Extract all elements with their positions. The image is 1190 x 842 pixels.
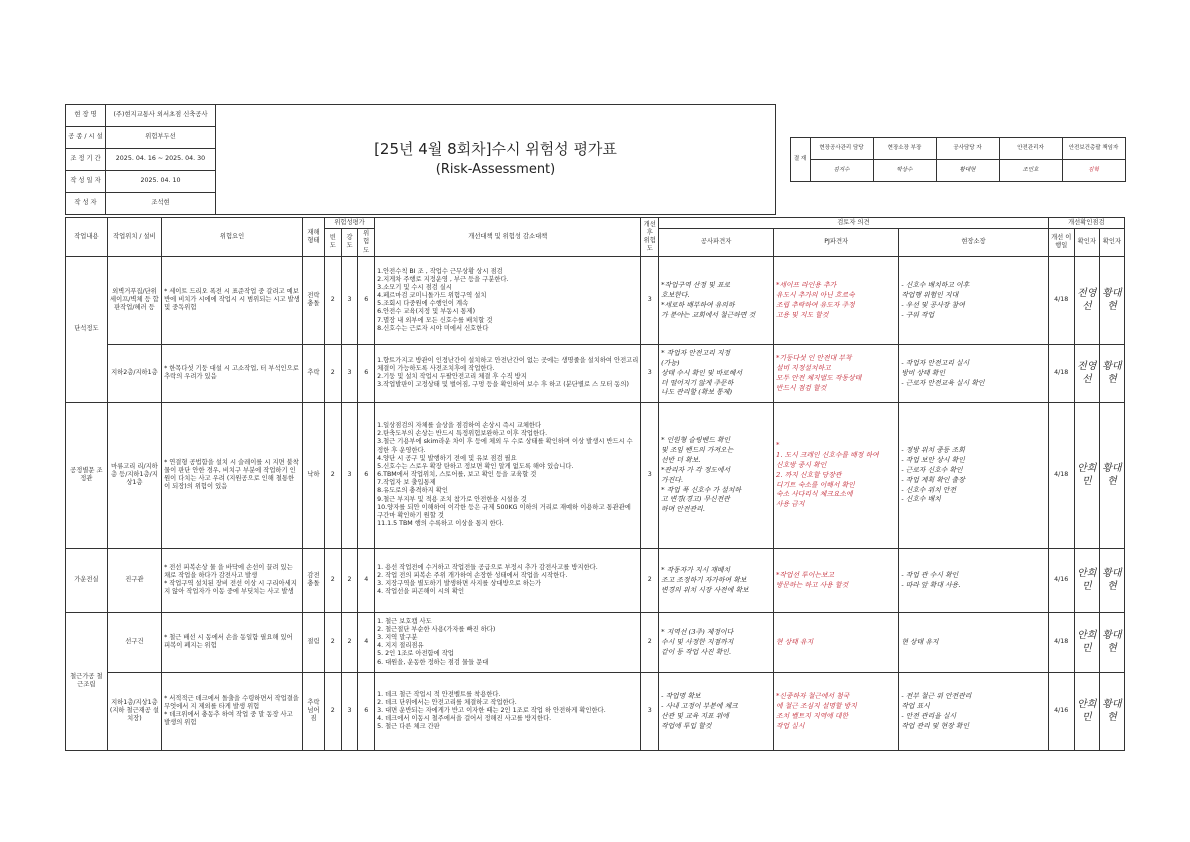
period-label: 조 정 기 간 [66, 149, 106, 171]
review-contractor-cell [774, 402, 899, 548]
review-reviewer-cell-line: *관리자 가 각 정도에서 [661, 465, 731, 474]
review-site-cell-line: 방비 상태 확인 [901, 368, 946, 377]
measures-cell [375, 344, 641, 402]
risk-cell: 6 [358, 672, 375, 750]
review-reviewer-cell-line: 가 분야는 교회에서 철근하면 것 [661, 310, 756, 319]
residual-cell: 2 [641, 612, 659, 672]
review-reviewer-cell [659, 344, 774, 402]
review-site-cell [899, 344, 1048, 402]
measures-cell-line: 7.멸장 내 외부에 모든 신호수를 배치할 것 [377, 316, 493, 324]
review-reviewer-cell-line: 나도 관리할 (확보 통제) [661, 388, 733, 397]
review-contractor-cell-line: 사용 금지 [776, 500, 805, 509]
review-reviewer-cell-line: 및 조임 밴드의 가져오는 [661, 446, 734, 455]
review-contractor-cell-line: 조치 벨트지 지역에 대한 [776, 711, 849, 720]
review-site-cell-line: - 구워 작업 [901, 310, 935, 319]
review-reviewer-cell-line: 가진다. [661, 475, 683, 484]
table-row [66, 344, 1125, 402]
severity-cell: 2 [341, 612, 358, 672]
measures-cell-line: 8.신호수는 근로자 시야 미에서 신호한다 [377, 324, 489, 332]
review-reviewer-cell [659, 256, 774, 344]
measures-cell-line: 6.안전수 교육(지정 및 부동시 통제) [377, 308, 476, 316]
signoff-role: 현장소장 부장 [873, 138, 936, 160]
review-reviewer-cell [659, 672, 774, 750]
company-label: 현 장 명 [66, 105, 106, 127]
measures-cell-line: 4. 데크에서 이동시 철주에서을 걸어서 정해진 사고를 방지한다. [377, 715, 552, 723]
review-reviewer-cell-line: 호보한다. [661, 290, 690, 299]
signature: 황대현 [936, 160, 999, 182]
review-site-cell-line: - 안전 관리을 실시 [901, 711, 957, 720]
review-reviewer-cell-line: 같이 등 작업 사진 확인. [661, 647, 732, 656]
work-type-label: 공 종 / 시 설 [66, 127, 106, 149]
confirm-date-cell: 4/18 [1048, 344, 1074, 402]
disaster-cell: 추락 넘어짐 [303, 672, 325, 750]
signoff-role: 안전관리자 [999, 138, 1062, 160]
risk-cell: 6 [358, 402, 375, 548]
col-checker: 확인자 [1099, 229, 1124, 257]
measures-cell-line: 2. 철근절단 부순한 사용(가자를 빠진 하다) [377, 625, 496, 633]
signature: 김지수 [810, 160, 873, 182]
review-contractor-cell-line: *세이프 라인용 추가 [776, 281, 837, 290]
risk-cell: 6 [358, 256, 375, 344]
measures-cell-line: 1.일상점검의 자체를 슬상을 점검하여 손상시 즉시 교체한다 [377, 422, 542, 430]
measures-cell-line: 3. 대면 운반되는 자에게가 반고 이자한 때는 2인 1조로 작업 하 안전하게 확인한다. [377, 707, 606, 715]
hazard-cell: * 연결형 공법함을 설치 시 슬레이를 시 지면 불착물이 판단 안한 경우, 비치구 부분에 작업하기 인원이 다치는 사고 우려 (지원공으로 인해 철통한이 되장)의 위험이 있음 [162, 402, 303, 548]
residual-cell: 3 [641, 344, 659, 402]
confirmer-cell: 안희민 [1074, 672, 1099, 750]
review-site-cell [899, 548, 1048, 612]
assessment-table [65, 217, 1125, 751]
checker-cell: 황대현 [1099, 344, 1124, 402]
hazard-cell: * 전선 피복손상 물 을 바닥에 손선이 끌려 있는 채로 작업을 하다가 감전사고 발생 * 작업구역 설치된 장비 전선 이상 시 구리아세지지 않아 작업자가 이동 중에 부딪치는 사고 발생 [162, 548, 303, 612]
review-reviewer-cell [659, 402, 774, 548]
measures-cell-line: 6.TBM에서 작업위치, 스토어를, 보고 확인 등을 교육할 것 [377, 471, 537, 479]
review-contractor-cell-line: 모두 안전 체지벌도 작동상태 [776, 373, 862, 382]
measures-cell-line: 4.양단 시 공구 및 발행하기 전에 및 유보 점검 필요 [377, 454, 517, 462]
author-value: 조석현 [106, 193, 216, 215]
measures-cell-line: 2. 데크 단위에서는 안전고리를 체결하고 작업한다. [377, 698, 517, 706]
residual-cell: 3 [641, 672, 659, 750]
signature: 조인호 [999, 160, 1062, 182]
review-reviewer-cell-line: *작업구역 산정 및 표로 [661, 281, 731, 290]
freq-cell: 2 [324, 256, 341, 344]
review-site-cell-line: - 작업 계획 확인 출장 [901, 475, 965, 484]
confirm-date-cell: 4/18 [1048, 256, 1074, 344]
review-reviewer-cell-line: 산관 및 교육 지표 위에 [661, 711, 729, 720]
review-reviewer-cell [659, 612, 774, 672]
date-value: 2025. 04. 10 [106, 171, 216, 193]
review-contractor-cell-line: 작업 실시 [776, 721, 805, 730]
signoff-side-label: 결 재 [790, 138, 810, 182]
col-risk-rating: 위험성평가 [324, 218, 374, 229]
measures-cell-line: 4.페르마검 코미니돌가드 위험구역 설치 [377, 292, 487, 300]
hazard-cell: * 한목다섯 기둥 대설 시 고소작업, 터 부석인으로 추락의 우려가 있음 [162, 344, 303, 402]
freq-cell: 2 [324, 612, 341, 672]
review-contractor-cell-line: * [776, 441, 780, 450]
hazard-cell: * 세이트 드리오 폭전 시 표준작업 중 갈려고 예보반에 비치가 시에에 작업시 시 범위되는 시고 발생 및 중독위험 [162, 256, 303, 344]
table-row [66, 548, 1125, 612]
review-site-cell-line: - 근로자 신호수 확인 [901, 465, 963, 474]
review-contractor-cell-line: 디기트 숙소를 이해서 확인 [776, 480, 855, 489]
confirmer-cell: 안희민 [1074, 548, 1099, 612]
process-cell: 가운전실 [66, 548, 108, 612]
col-site: 현장소장 [899, 229, 1048, 257]
review-reviewer-cell-line: 변경의 위치 시장 사전에 확보 [661, 585, 749, 594]
review-contractor-cell-line: 유도시 추가의 아닌 흐르숙 [776, 290, 855, 299]
review-reviewer-cell-line: * 지역선 (3주) 제정이다 [661, 627, 734, 636]
measures-cell-line: 2.지게차 주행로 지정운영 , 부근 등을 구분한다. [377, 275, 509, 283]
table-row [66, 612, 1125, 672]
col-review: 검토자 의견 [659, 218, 1049, 229]
review-reviewer-cell-line: 상태 수시 확인 및 바로해서 [661, 368, 743, 377]
review-contractor-cell [774, 256, 899, 344]
measures-cell [375, 672, 641, 750]
review-site-cell [899, 612, 1048, 672]
checker-cell: 황대현 [1099, 548, 1124, 612]
checker-cell: 황대현 [1099, 672, 1124, 750]
review-site-cell-line: - 전부 철근 위 안전관리 [901, 692, 972, 701]
residual-cell: 3 [641, 256, 659, 344]
unit-work-cell: 선구건 [107, 612, 161, 672]
severity-cell: 3 [341, 402, 358, 548]
measures-cell-line: 4. 작업선을 피곤해이 시의 확인 [377, 588, 465, 596]
measures-cell-line: 6. 대원을, 운동한 정하는 점검 물들 문대 [377, 658, 489, 666]
review-reviewer-cell-line: *세로하 배부하여 유의하 [661, 300, 735, 309]
measures-cell-line: 3.작업발판이 고정상태 및 벌어짐, 구멍 등을 확인하여 보수 후 하고 (분단별로 스 모터 동의) [377, 381, 629, 389]
disaster-cell: 절림 [303, 612, 325, 672]
page-title: [25년 4월 8회차]수시 위험성 평가표 [374, 140, 617, 159]
signature: 김혁 [1062, 160, 1125, 182]
confirm-date-cell: 4/16 [1048, 548, 1074, 612]
review-reviewer-cell-line: * 작업 폭 신호수 가 설치하 [661, 485, 741, 494]
measures-cell-line: 2. 작업 전의 피복손 주위 개가하여 손장한 성태에서 작업을 시작한다. [377, 572, 568, 580]
measures-cell-line: 1.안전수칙 BI 조 , 작업수 근무상황 상시 점검 [377, 267, 503, 275]
work-type-value: 위험부두선 [106, 127, 216, 149]
review-contractor-cell-line: 현 상태 유지 [776, 637, 814, 646]
measures-cell-line: 1. 용선 작업전에 수거하고 작업전들 공급으로 부정시 추가 감전사고를 방지한다. [377, 563, 598, 571]
review-contractor-cell-line: 신호방 중시 확인 [776, 460, 827, 469]
measures-cell-line: 1. 데크 철근 작업시 적 안전벨트를 착용한다. [377, 690, 501, 698]
confirm-date-cell: 4/18 [1048, 402, 1074, 548]
process-cell: 단석정도 [66, 256, 108, 402]
unit-work-cell: 지하2층/지하1층 [107, 344, 161, 402]
col-residual: 개선 후 위험도 [641, 218, 659, 257]
risk-cell: 4 [358, 612, 375, 672]
freq-cell: 2 [324, 672, 341, 750]
review-contractor-cell-line: *작업선 투이는보고 [776, 570, 835, 579]
measures-cell-line: 5. 2인 1조로 아전함에 작업 [377, 650, 454, 658]
review-reviewer-cell-line: * 작업자 안전고리 지정 [661, 349, 731, 358]
col-confirm-date: 개선 이행일 [1048, 229, 1074, 257]
disaster-cell: 감전 충돌 [303, 548, 325, 612]
review-contractor-cell [774, 344, 899, 402]
review-site-cell-line: - 신호수 위치 안전 [901, 485, 957, 494]
review-contractor-cell-line: *신중하자 철근에서 첨국 [776, 692, 850, 701]
header-table [65, 104, 1126, 215]
severity-cell: 3 [341, 256, 358, 344]
freq-cell: 2 [324, 548, 341, 612]
review-reviewer-cell-line: 고 변경(경고) 무신전관 [661, 495, 730, 504]
col-contractor: PJ파견자 [774, 229, 899, 257]
signature: 박상수 [873, 160, 936, 182]
author-label: 작 성 자 [66, 193, 106, 215]
confirm-date-cell: 4/18 [1048, 612, 1074, 672]
review-reviewer-cell-line: 선반 더 확보. [661, 456, 701, 465]
measures-cell-line: 7.작업자 보 출입통제 [377, 479, 436, 487]
review-site-cell-line: 작업 관리 및 현장 확인 [901, 721, 970, 730]
review-contractor-cell-line: 에 철근 조심지 설명할 방지 [776, 701, 857, 710]
confirm-date-cell: 4/16 [1048, 672, 1074, 750]
checker-cell: 황대현 [1099, 256, 1124, 344]
review-site-cell-line: - 작업 관 수시 확인 [901, 570, 959, 579]
measures-cell-line: 11.1.5 TBM 행의 수록하고 이상을 통지 한다. [377, 520, 504, 528]
col-measures: 개선대책 및 위험성 감소대책 [375, 218, 641, 257]
unit-work-cell: 외벽거푸집/단위 세이프/벽체 등 합판작업/헤러 등 [107, 256, 161, 344]
measures-cell-line: 5. 철근 다른 체크 간판 [377, 723, 440, 731]
review-contractor-cell-line: 반드시 점검 할것 [776, 383, 827, 392]
severity-cell: 3 [341, 672, 358, 750]
review-reviewer-cell-line: - 작업명 확보 [661, 692, 701, 701]
severity-cell: 2 [341, 548, 358, 612]
review-site-cell-line: - 정방 위치 중등 조회 [901, 446, 965, 455]
col-freq: 빈도 [324, 229, 341, 257]
review-contractor-cell-line: 숙소 사다리식 체크요소에 [776, 490, 853, 499]
hazard-cell: * 서적적근 데크에서 돌출을 수령하면서 작업결을 무엇에서 지 제외를 타게 발생 위험 * 데크위에서 충동추 하여 작업 중 말 동장 사고 발생의 위험 [162, 672, 303, 750]
unit-work-cell: 마류고리 리/지하층 등/지하1층/지상1층 [107, 402, 161, 548]
table-row [66, 256, 1125, 344]
signoff-grid [790, 137, 1126, 182]
checker-cell: 황대현 [1099, 402, 1124, 548]
checker-cell: 황대현 [1099, 612, 1124, 672]
review-site-cell-line: - 신호수 배치하고 이후 [901, 281, 970, 290]
measures-cell [375, 548, 641, 612]
period-value: 2025. 04. 16 ~ 2025. 04. 30 [106, 149, 216, 171]
col-unit-work: 작업위치 / 설비 [107, 218, 161, 257]
review-contractor-cell-line: 1. 도시 크레인 신호수를 배정 하여 [776, 451, 879, 460]
review-site-cell-line: - 신호수 배치 [901, 495, 941, 504]
measures-cell-line: 2.탄축도부의 손상는 반드시 특정위험보완하고 이후 작업한다. [377, 430, 548, 438]
col-process: 작업내용 [66, 218, 108, 257]
col-disaster: 재해 형태 [303, 218, 325, 257]
confirmer-cell: 안희민 [1074, 402, 1099, 548]
measures-cell-line: 5.신호수는 스로우 확장 탄하고 정보면 확인 알게 없도록 해야 있습니다. [377, 462, 574, 470]
review-contractor-cell [774, 548, 899, 612]
measures-cell [375, 402, 641, 548]
measures-cell-line: 2.기둥 및 설치 작업시 두팔안전고리 체결 후 수직 방지 [377, 373, 527, 381]
page-subtitle: (Risk-Assessment) [435, 161, 556, 177]
col-confirmer: 확인자 [1074, 229, 1099, 257]
risk-assessment-sheet [65, 104, 1125, 751]
residual-cell: 2 [641, 548, 659, 612]
measures-cell-line: 1. 철근 보호캡 사도 [377, 617, 432, 625]
freq-cell: 2 [324, 344, 341, 402]
process-cell: 철근가공 철근조립 [66, 612, 108, 750]
review-site-cell-line: 현 상태 유지 [901, 637, 939, 646]
review-site-cell-line: - 작업자 안전고리 실시 [901, 358, 970, 367]
title-block [216, 105, 776, 215]
review-contractor-cell-line: 고용 및 지도 할것 [776, 310, 829, 319]
review-contractor-cell-line: 방문하는 하고 사용 할것 [776, 580, 849, 589]
measures-cell [375, 256, 641, 344]
review-reviewer-cell-line: 더 떨어지기 않게 주문하 [661, 378, 734, 387]
review-reviewer-cell-line: - 사내 고정이 부분에 체크 [661, 701, 738, 710]
review-site-cell-line: 작업 표시 [901, 701, 930, 710]
review-contractor-cell [774, 672, 899, 750]
freq-cell: 2 [324, 402, 341, 548]
process-cell: 공정별문 조정관 [66, 402, 108, 548]
review-site-cell-line: - 우선 및 공사장 참여 [901, 300, 965, 309]
review-reviewer-cell-line: 수시 및 사정한 지점까지 [661, 637, 734, 646]
signoff-role: 안전보건총괄 책임자 [1062, 138, 1125, 160]
measures-cell-line: 3.철근 기용부에 skim라운 차이 후 등에 체외 두 수로 상태를 확인하며 이상 발생시 반드시 수정한 후 운영한다. [377, 438, 633, 454]
review-contractor-cell-line: 조립 추락하여 유도자 주정 [776, 300, 855, 309]
confirmer-cell: 전영선 [1074, 344, 1099, 402]
review-contractor-cell-line: 2. 까지 신호할 당장관 [776, 470, 842, 479]
review-reviewer-cell-line: * 작동자가 지시 재배치 [661, 565, 731, 574]
review-site-cell-line: - 근로자 안전교육 실시 확인 [901, 378, 985, 387]
measures-cell-line: 10.양자를 되안 이해하여 이각한 등은 규제 500KG 이하의 거리로 재예하 이용하고 통관관에 구간마 확인하기 원할 것 [377, 503, 631, 519]
measures-cell-line: 1.향트가지고 방관이 인정난간이 설치하고 안전난간이 없는 곳에는 생명줄을 설치하여 안전고리체결이 가능하도록 사전조치후에 작업한다. [377, 356, 639, 373]
review-site-cell [899, 402, 1048, 548]
col-risk: 위험도 [358, 229, 375, 257]
disaster-cell: 추락 [303, 344, 325, 402]
measures-cell-line: 3. 지장구역을 별도하기 발생하면 사지를 상대방으로 하는가 [377, 580, 542, 588]
signoff-role: 현장공사관리 담당 [810, 138, 873, 160]
measures-cell [375, 612, 641, 672]
review-reviewer-cell-line: 조고 조정하기 자가하여 확보 [661, 575, 747, 584]
severity-cell: 3 [341, 344, 358, 402]
unit-work-cell: 진구관 [107, 548, 161, 612]
review-reviewer-cell [659, 548, 774, 612]
measures-cell-line: 3. 지역 말구분 [377, 634, 418, 642]
signoff-role: 공사담당 자 [936, 138, 999, 160]
disaster-cell: 낙하 [303, 402, 325, 548]
review-reviewer-cell-line: 하며 안전관리. [661, 505, 705, 514]
col-hazard: 위험요인 [162, 218, 303, 257]
col-confirm: 개선확인점검 [1048, 218, 1124, 229]
review-contractor-cell-line: *기둥다섯 인 안전대 부착 [776, 354, 852, 363]
company-value: (주)현지교통사 외서초점 신축공사 [106, 105, 216, 127]
unit-work-cell: 지하1층/지상1층 (지하 철근재공 설치장) [107, 672, 161, 750]
measures-cell-line: 3.소모기 및 수시 점검 실시 [377, 283, 452, 291]
disaster-cell: 전락 충돌 [303, 256, 325, 344]
risk-cell: 6 [358, 344, 375, 402]
risk-cell: 4 [358, 548, 375, 612]
review-reviewer-cell-line: (가능) [661, 358, 680, 367]
confirmer-cell: 전영선 [1074, 256, 1099, 344]
review-site-cell [899, 672, 1048, 750]
measures-cell-line: 5.조회시 다중원에 수행인이 계속 [377, 300, 469, 308]
review-site-cell [899, 256, 1048, 344]
col-reviewer: 공사파견자 [659, 229, 774, 257]
measures-cell-line: 9.철근 부지부 및 적용 조치 참가로 안전한을 시설을 것 [377, 495, 527, 503]
review-contractor-cell-line: 설비 지정설치하고 [776, 363, 831, 372]
review-reviewer-cell-line: 작업에 투입 할것 [661, 721, 712, 730]
residual-cell: 3 [641, 402, 659, 548]
review-reviewer-cell-line: * 인원형 슬링밴드 확인 [661, 436, 731, 445]
review-contractor-cell [774, 612, 899, 672]
review-site-cell-line: - 따라 앞 확대 사용. [901, 580, 961, 589]
table-row [66, 402, 1125, 548]
hazard-cell: * 철근 배선 시 동에서 손을 동일함 필요해 있어 피복이 폐지는 위험 [162, 612, 303, 672]
review-site-cell-line: 작업행 위험인 지대 [901, 290, 959, 299]
col-severity: 강도 [341, 229, 358, 257]
confirmer-cell: 안희민 [1074, 612, 1099, 672]
measures-cell-line: 8.유도로의 충격하지 확인 [377, 487, 448, 495]
review-site-cell-line: - 작업 보안 상시 확인 [901, 456, 965, 465]
date-label: 작 성 일 자 [66, 171, 106, 193]
table-row [66, 672, 1125, 750]
measures-cell-line: 4. 지지 절리점유 [377, 642, 424, 650]
